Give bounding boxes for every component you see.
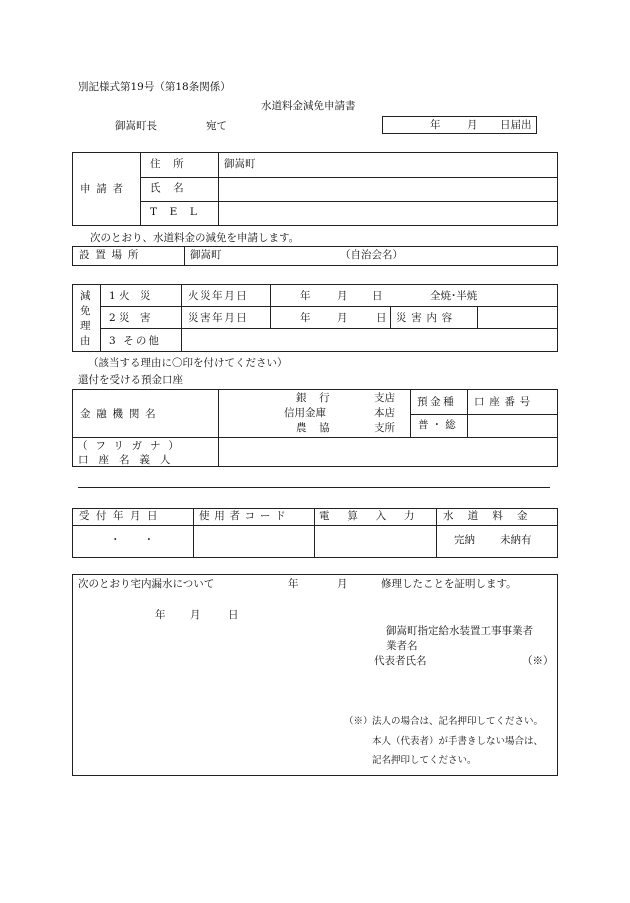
furigana-label: （フリガナ） xyxy=(77,440,187,452)
request-text: 次のとおり、水道料金の減免を申請します。 xyxy=(90,232,300,244)
computation-field[interactable] xyxy=(315,526,436,557)
cert-date-year: 年 xyxy=(155,609,166,621)
location-value[interactable]: 御嵩町 xyxy=(190,249,222,261)
reason-fire-label[interactable]: 1 火 災 xyxy=(109,290,151,302)
tel-label: TEL xyxy=(150,206,210,218)
disaster-day: 日 xyxy=(376,312,387,324)
type-main-office[interactable]: 本店 xyxy=(374,407,395,419)
type-shinkin[interactable]: 信用金庫 xyxy=(284,407,326,419)
type-sub-office[interactable]: 支所 xyxy=(374,422,395,434)
deposit-value[interactable]: 普・総 xyxy=(418,419,459,431)
cert-date-day: 日 xyxy=(228,609,239,621)
disaster-detail-label: 災害内容 xyxy=(396,312,457,324)
type-branch[interactable]: 支店 xyxy=(374,392,395,404)
account-number-field[interactable] xyxy=(468,415,557,436)
separator-line xyxy=(78,487,550,488)
type-nokyo[interactable]: 農協 xyxy=(296,422,343,434)
addressee: 御嵩町長 xyxy=(115,120,157,132)
fire-day: 日 xyxy=(372,290,383,302)
page-title: 水道料金減免申請書 xyxy=(261,100,356,112)
user-code-label: 使用者コード xyxy=(199,510,291,522)
received-date-value[interactable]: ・ ・ xyxy=(110,534,161,546)
cert-line-year: 年 xyxy=(288,578,299,590)
representative-mark: （※） xyxy=(522,655,554,667)
cert-line-start: 次のとおり宅内漏水について xyxy=(78,578,215,590)
fee-paid[interactable]: 完納 xyxy=(454,534,475,546)
deposit-label: 預金種 xyxy=(417,396,457,408)
fire-year: 年 xyxy=(300,290,311,302)
cert-line-end: 修理したことを証明します。 xyxy=(381,578,517,590)
filing-date-month: 月 xyxy=(467,119,478,131)
account-holder-label: 口座名義人 xyxy=(78,454,181,466)
address-label: 住所 xyxy=(150,158,197,170)
received-date-label: 受付年月日 xyxy=(79,510,165,522)
reason-disaster-label[interactable]: 2 災 害 xyxy=(109,312,151,324)
note-line-2: 本人（代表者）が手書きしない場合は、 xyxy=(372,736,544,747)
location-label: 設置場所 xyxy=(79,249,145,261)
cert-line-month: 月 xyxy=(337,578,348,590)
disaster-month: 月 xyxy=(337,312,348,324)
disaster-year: 年 xyxy=(300,312,311,324)
name-label: 氏名 xyxy=(150,182,197,194)
institution-label: 金融機関名 xyxy=(80,408,162,420)
bank-section-title: 還付を受ける預金口座 xyxy=(78,374,183,386)
address-value[interactable]: 御嵩町 xyxy=(224,158,256,170)
note-mark: （※） xyxy=(344,716,373,727)
company-name-label: 業者名 xyxy=(386,640,418,652)
reason-note: （該当する理由に〇印を付けてください） xyxy=(88,357,288,369)
note-line-1: 法人の場合は、記名押印してください。 xyxy=(372,716,544,727)
account-number-label: 口座番号 xyxy=(474,396,535,408)
community-label: （自治会名） xyxy=(340,249,403,261)
contractor-label: 御嵩町指定給水装置工事事業者 xyxy=(386,625,533,637)
addressee-suffix: 宛て xyxy=(206,120,227,132)
reason-other-label[interactable]: 3 その他 xyxy=(109,335,162,347)
form-number: 別記様式第19号（第18条関係） xyxy=(78,81,231,93)
account-holder-field[interactable] xyxy=(219,438,557,466)
name-field[interactable] xyxy=(219,178,557,201)
fire-date-label: 火災年月日 xyxy=(188,290,249,302)
location-table xyxy=(72,246,558,266)
computation-label: 電算入力 xyxy=(319,510,433,522)
tel-field[interactable] xyxy=(219,202,557,225)
filing-date-day: 日届出 xyxy=(500,119,532,131)
representative-label: 代表者氏名 xyxy=(374,655,427,667)
applicant-label: 申請者 xyxy=(80,183,129,195)
type-bank[interactable]: 銀行 xyxy=(296,392,343,404)
water-fee-label: 水道料金 xyxy=(443,510,542,522)
note-line-3: 記名押印してください。 xyxy=(372,755,477,766)
reason-group-label: 減免理由 xyxy=(80,290,91,347)
cert-date-month: 月 xyxy=(190,609,201,621)
burn-extent[interactable]: 全焼･半焼 xyxy=(430,290,478,302)
fee-unpaid[interactable]: 未納有 xyxy=(500,534,532,546)
user-code-field[interactable] xyxy=(194,526,314,557)
filing-date-year: 年 xyxy=(430,119,441,131)
fire-month: 月 xyxy=(337,290,348,302)
disaster-date-label: 災害年月日 xyxy=(188,312,249,324)
